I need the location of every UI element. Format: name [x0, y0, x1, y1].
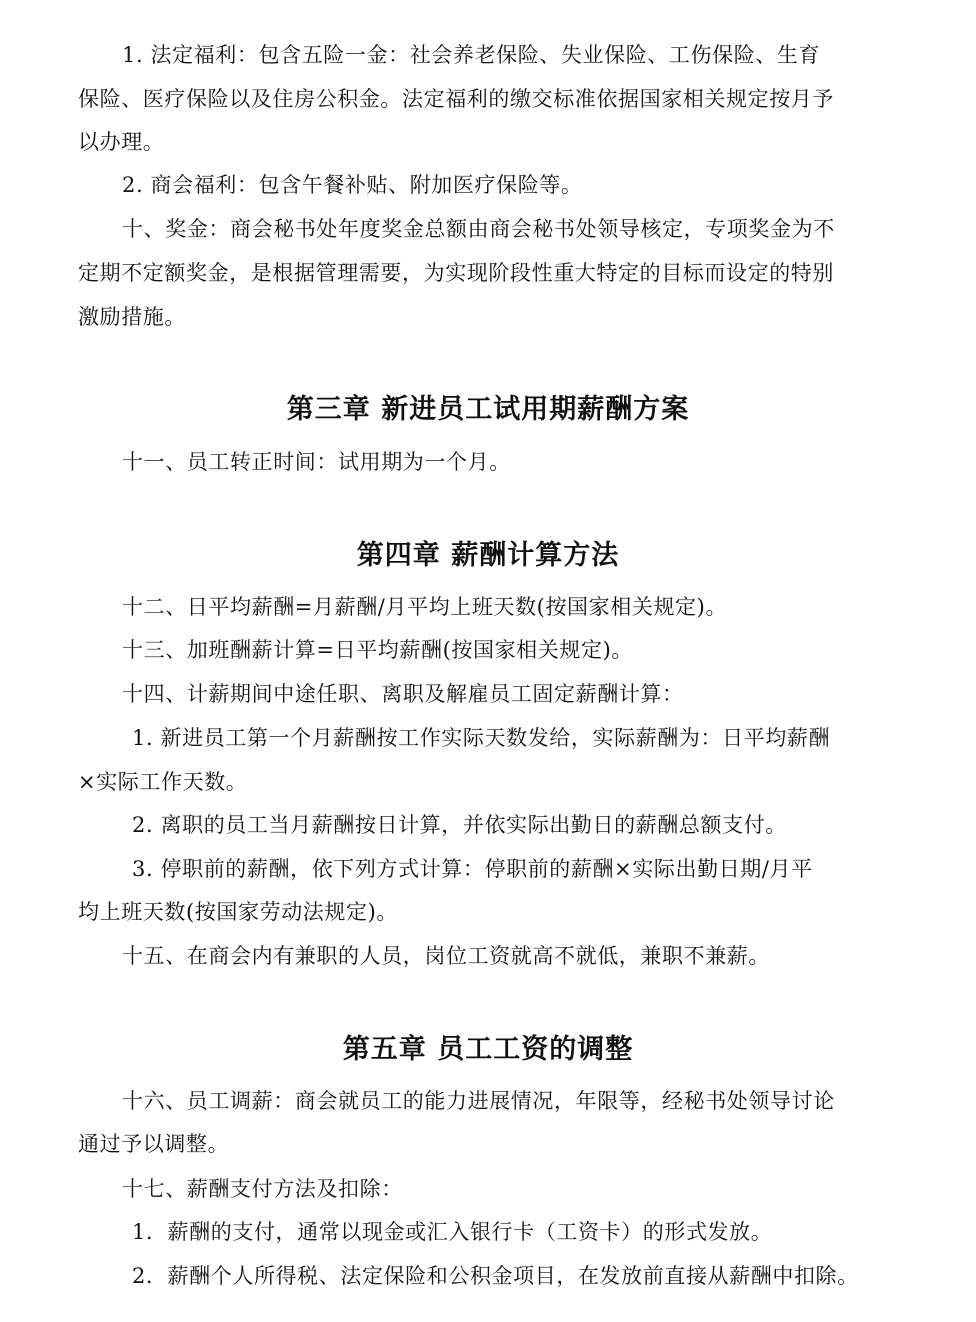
paragraph-line: 通过予以调整。 [78, 1132, 230, 1156]
chapter-heading: 第三章 新进员工试用期薪酬方案 [286, 394, 690, 425]
paragraph-line: 十、奖金：商会秘书处年度奖金总额由商会秘书处领导核定，专项奖金为不 [122, 217, 835, 241]
chapter-heading: 第五章 员工工资的调整 [342, 1034, 634, 1065]
paragraph-line: 1．薪酬的支付，通常以现金或汇入银行卡（工资卡）的形式发放。 [132, 1220, 773, 1244]
paragraph-line: 十五、在商会内有兼职的人员，岗位工资就高不就低，兼职不兼薪。 [122, 944, 770, 968]
paragraph-line: 3. 停职前的薪酬，依下列方式计算：停职前的薪酬×实际出勤日期/月平 [132, 857, 813, 881]
paragraph-line: 2. 离职的员工当月薪酬按日计算，并依实际出勤日的薪酬总额支付。 [132, 813, 787, 837]
chapter-heading: 第四章 薪酬计算方法 [356, 540, 620, 571]
paragraph-line: ×实际工作天数。 [78, 770, 248, 794]
paragraph-line: 激励措施。 [78, 305, 186, 329]
paragraph-line: 以办理。 [78, 130, 165, 154]
paragraph-line: 均上班天数(按国家劳动法规定)。 [78, 900, 398, 924]
paragraph-line: 十六、员工调薪：商会就员工的能力进展情况，年限等，经秘书处领导讨论 [122, 1089, 835, 1113]
paragraph-line: 十二、日平均薪酬=月薪酬/月平均上班天数(按国家相关规定)。 [122, 595, 728, 619]
paragraph-line: 十一、员工转正时间：试用期为一个月。 [122, 450, 511, 474]
paragraph-line: 保险、医疗保险以及住房公积金。法定福利的缴交标准依据国家相关规定按月予 [78, 87, 834, 111]
paragraph-line: 2. 商会福利：包含午餐补贴、附加医疗保险等。 [122, 173, 583, 197]
paragraph-line: 定期不定额奖金，是根据管理需要，为实现阶段性重大特定的目标而设定的特别 [78, 261, 834, 285]
paragraph-line: 1. 新进员工第一个月薪酬按工作实际天数发给，实际薪酬为：日平均薪酬 [132, 726, 831, 750]
paragraph-line: 十七、薪酬支付方法及扣除： [122, 1177, 403, 1201]
paragraph-line: 1. 法定福利：包含五险一金：社会养老保险、失业保险、工伤保险、生育 [122, 43, 821, 67]
paragraph-line: 十四、计薪期间中途任职、离职及解雇员工固定薪酬计算： [122, 682, 684, 706]
paragraph-line: 十三、加班酬薪计算=日平均薪酬(按国家相关规定)。 [122, 638, 633, 662]
paragraph-line: 2．薪酬个人所得税、法定保险和公积金项目，在发放前直接从薪酬中扣除。 [132, 1264, 859, 1288]
